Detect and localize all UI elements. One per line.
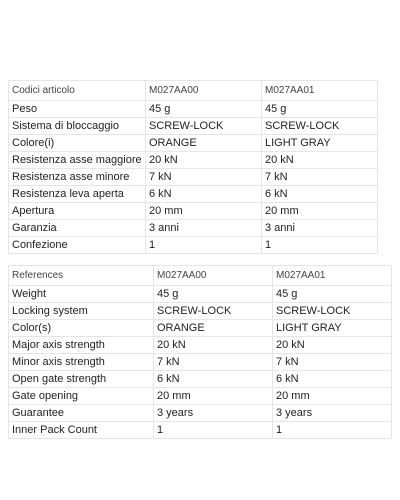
table-row	[9, 422, 392, 439]
column-header: Codici articolo	[9, 81, 146, 101]
table-row	[9, 101, 378, 118]
table-row	[9, 237, 378, 254]
table-row	[9, 405, 392, 422]
table-row	[9, 135, 378, 152]
table-row	[9, 388, 392, 405]
spec-value-cell: 7 kN	[262, 169, 378, 186]
spec-label-cell: Resistenza asse maggiore	[9, 152, 146, 169]
spec-label-cell: Major axis strength	[9, 337, 154, 354]
spec-value-cell: 3 anni	[262, 220, 378, 237]
spec-value-cell: SCREW-LOCK	[146, 118, 262, 135]
spec-label-cell: Open gate strength	[9, 371, 154, 388]
table-row	[9, 169, 378, 186]
spec-value-cell: 6 kN	[273, 371, 392, 388]
table-row	[9, 286, 392, 303]
spec-table-english	[8, 265, 392, 439]
spec-label-cell: Peso	[9, 101, 146, 118]
table-row	[9, 303, 392, 320]
spec-table-italian-body	[9, 81, 378, 254]
spec-label-cell: Garanzia	[9, 220, 146, 237]
spec-label-cell: Confezione	[9, 237, 146, 254]
spec-value-cell: 20 kN	[146, 152, 262, 169]
spec-value-cell: SCREW-LOCK	[262, 118, 378, 135]
table-row	[9, 337, 392, 354]
spec-value-cell: 20 kN	[154, 337, 273, 354]
spec-value-cell: LIGHT GRAY	[273, 320, 392, 337]
spec-table-italian	[8, 80, 378, 254]
spec-label-cell: Inner Pack Count	[9, 422, 154, 439]
table-row	[9, 203, 378, 220]
spec-label-cell: Sistema di bloccaggio	[9, 118, 146, 135]
table-row	[9, 118, 378, 135]
spec-value-cell: 20 mm	[273, 388, 392, 405]
spec-value-cell: 7 kN	[154, 354, 273, 371]
spec-value-cell: 3 years	[154, 405, 273, 422]
spec-label-cell: Guarantee	[9, 405, 154, 422]
spec-value-cell: 1	[154, 422, 273, 439]
column-header: M027AA00	[154, 266, 273, 286]
spec-value-cell: 45 g	[154, 286, 273, 303]
table-row	[9, 371, 392, 388]
spec-value-cell: 20 kN	[273, 337, 392, 354]
spec-value-cell: ORANGE	[146, 135, 262, 152]
table-header-row	[9, 266, 392, 286]
column-header: M027AA01	[262, 81, 378, 101]
spec-value-cell: SCREW-LOCK	[273, 303, 392, 320]
column-header: References	[9, 266, 154, 286]
table-row	[9, 354, 392, 371]
spec-label-cell: Apertura	[9, 203, 146, 220]
spec-value-cell: 7 kN	[273, 354, 392, 371]
spec-label-cell: Locking system	[9, 303, 154, 320]
spec-value-cell: 1	[262, 237, 378, 254]
spec-label-cell: Resistenza leva aperta	[9, 186, 146, 203]
spec-value-cell: 7 kN	[146, 169, 262, 186]
spec-label-cell: Resistenza asse minore	[9, 169, 146, 186]
spec-value-cell: SCREW-LOCK	[154, 303, 273, 320]
table-row	[9, 186, 378, 203]
spec-value-cell: 6 kN	[146, 186, 262, 203]
spec-label-cell: Colore(i)	[9, 135, 146, 152]
column-header: M027AA00	[146, 81, 262, 101]
spec-label-cell: Minor axis strength	[9, 354, 154, 371]
spec-value-cell: 20 mm	[146, 203, 262, 220]
spec-value-cell: 20 mm	[262, 203, 378, 220]
spec-label-cell: Weight	[9, 286, 154, 303]
table-row	[9, 320, 392, 337]
spec-label-cell: Color(s)	[9, 320, 154, 337]
spec-value-cell: 6 kN	[154, 371, 273, 388]
spec-value-cell: 45 g	[273, 286, 392, 303]
table-row	[9, 152, 378, 169]
spec-value-cell: LIGHT GRAY	[262, 135, 378, 152]
spec-value-cell: 45 g	[146, 101, 262, 118]
spec-label-cell: Gate opening	[9, 388, 154, 405]
spec-value-cell: 1	[273, 422, 392, 439]
spec-value-cell: 3 anni	[146, 220, 262, 237]
spec-value-cell: 1	[146, 237, 262, 254]
spec-value-cell: 45 g	[262, 101, 378, 118]
table-header-row	[9, 81, 378, 101]
spec-value-cell: 20 mm	[154, 388, 273, 405]
spec-value-cell: 20 kN	[262, 152, 378, 169]
spec-value-cell: ORANGE	[154, 320, 273, 337]
spec-value-cell: 6 kN	[262, 186, 378, 203]
column-header: M027AA01	[273, 266, 392, 286]
spec-table-english-body	[9, 266, 392, 439]
spec-value-cell: 3 years	[273, 405, 392, 422]
table-row	[9, 220, 378, 237]
